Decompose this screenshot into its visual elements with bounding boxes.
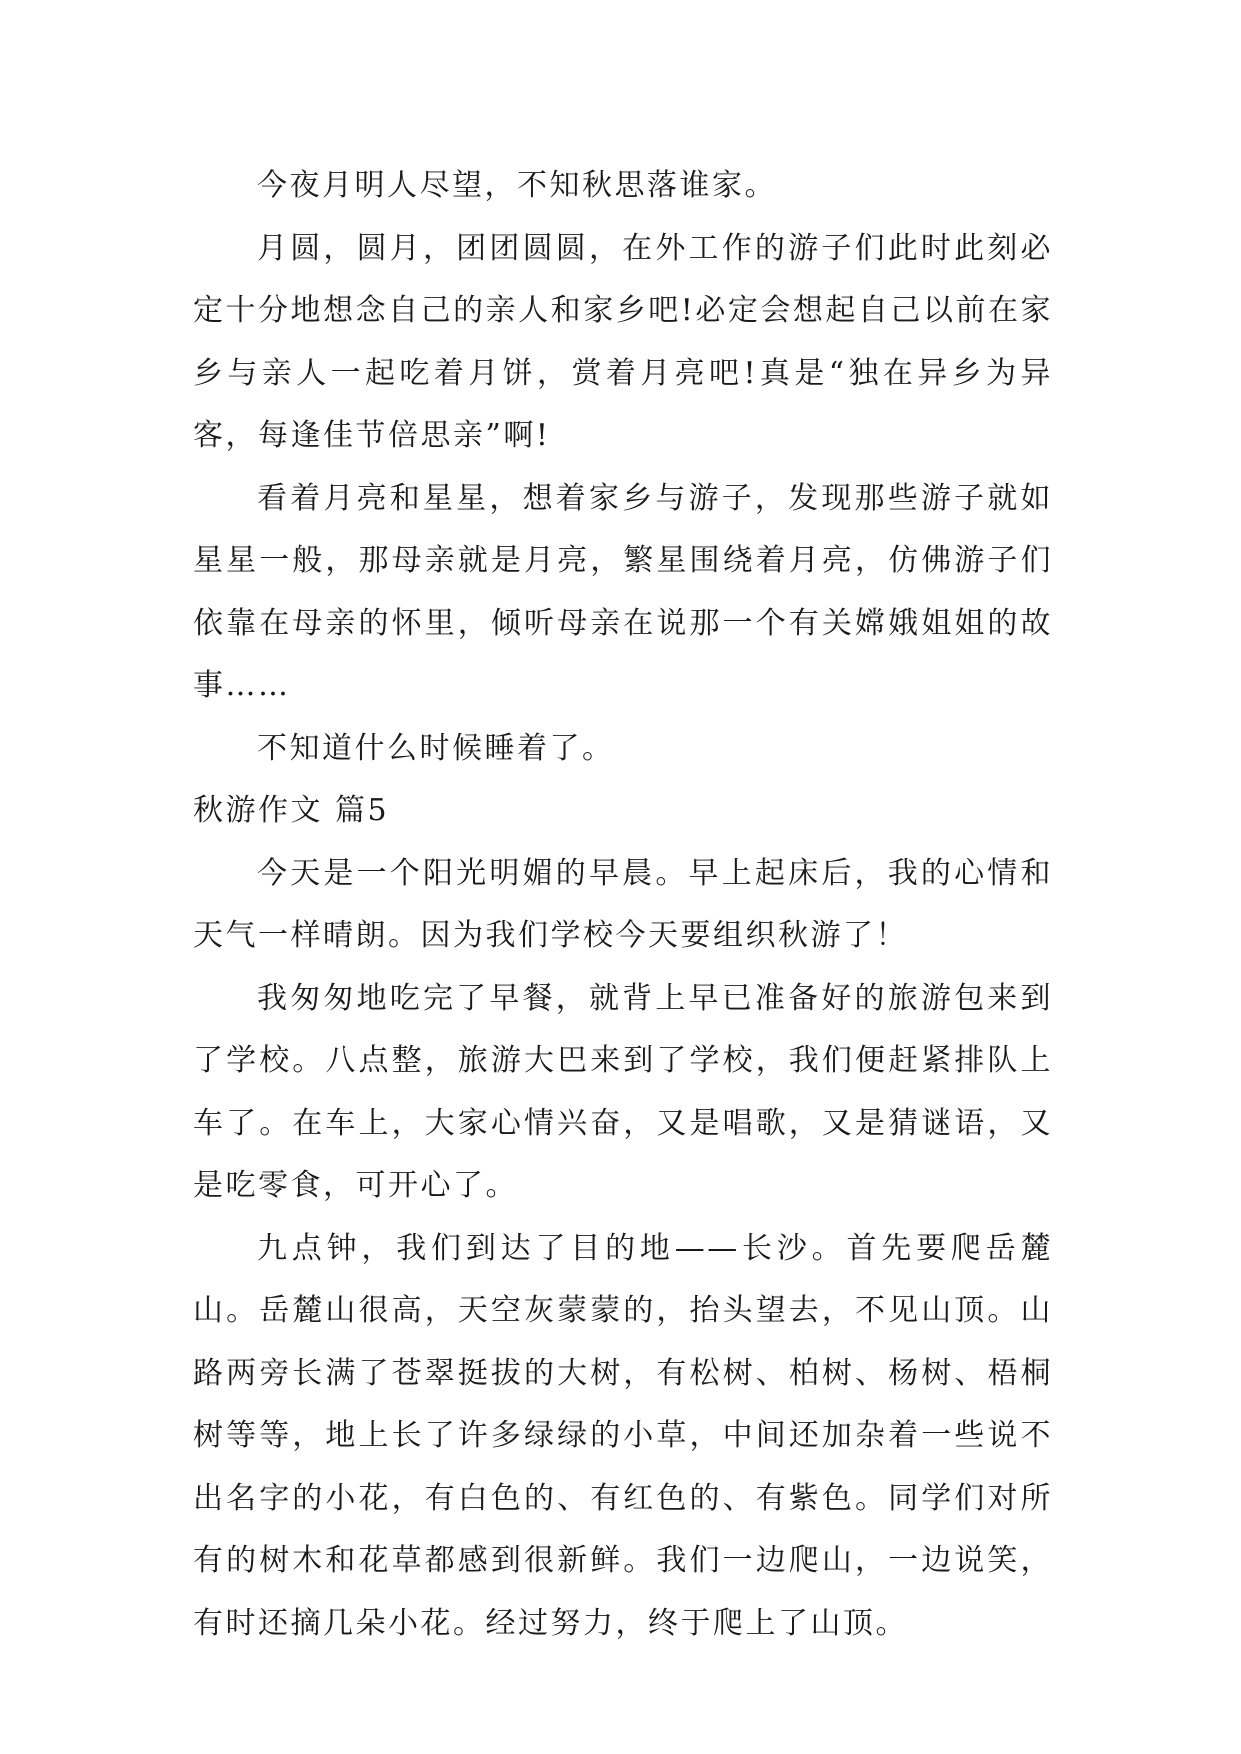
paragraph-full-moon: 月圆，圆月，团团圆圆，在外工作的游子们此时此刻必定十分地想念自己的亲人和家乡吧!必定会想起自己以前在家乡与亲人一起吃着月饼，赏着月亮吧!真是“独在异乡为异客，每逢佳节倍思亲”啊!: [193, 230, 1053, 453]
paragraph-bus: 我匆匆地吃完了早餐，就背上早已准备好的旅游包来到了学校。八点整，旅游大巴来到了学校，我们便赶紧排队上车了。在车上，大家心情兴奋，又是唱歌，又是猜谜语，又是吃零食，可开心了。: [193, 980, 1053, 1203]
paragraph-yuelu-mountain: 九点钟，我们到达了目的地——长沙。首先要爬岳麓山。岳麓山很高，天空灰蒙蒙的，抬头望去，不见山顶。山路两旁长满了苍翠挺拔的大树，有松树、柏树、杨树、梧桐树等等，地上长了许多绿绿的小草，中间还加杂着一些说不出名字的小花，有白色的、有红色的、有紫色。同学们对所有的树木和花草都感到很新鲜。我们一边爬山，一边说笑，有时还摘几朵小花。经过努力，终于爬上了山顶。: [193, 1230, 1053, 1641]
document-body: [193, 155, 1053, 1655]
paragraph-morning: 今天是一个阳光明媚的早晨。早上起床后，我的心情和天气一样晴朗。因为我们学校今天要组织秋游了！: [193, 855, 1053, 953]
paragraph-stars: 看着月亮和星星，想着家乡与游子，发现那些游子就如星星一般，那母亲就是月亮，繁星围绕着月亮，仿佛游子们依靠在母亲的怀里，倾听母亲在说那一个有关嫦娥姐姐的故事……: [193, 480, 1053, 703]
paragraph-moon-poem: 今夜月明人尽望，不知秋思落谁家。: [257, 168, 777, 203]
paragraph-asleep: 不知道什么时候睡着了。: [257, 730, 615, 766]
section-heading: 秋游作文 篇5: [193, 793, 390, 828]
